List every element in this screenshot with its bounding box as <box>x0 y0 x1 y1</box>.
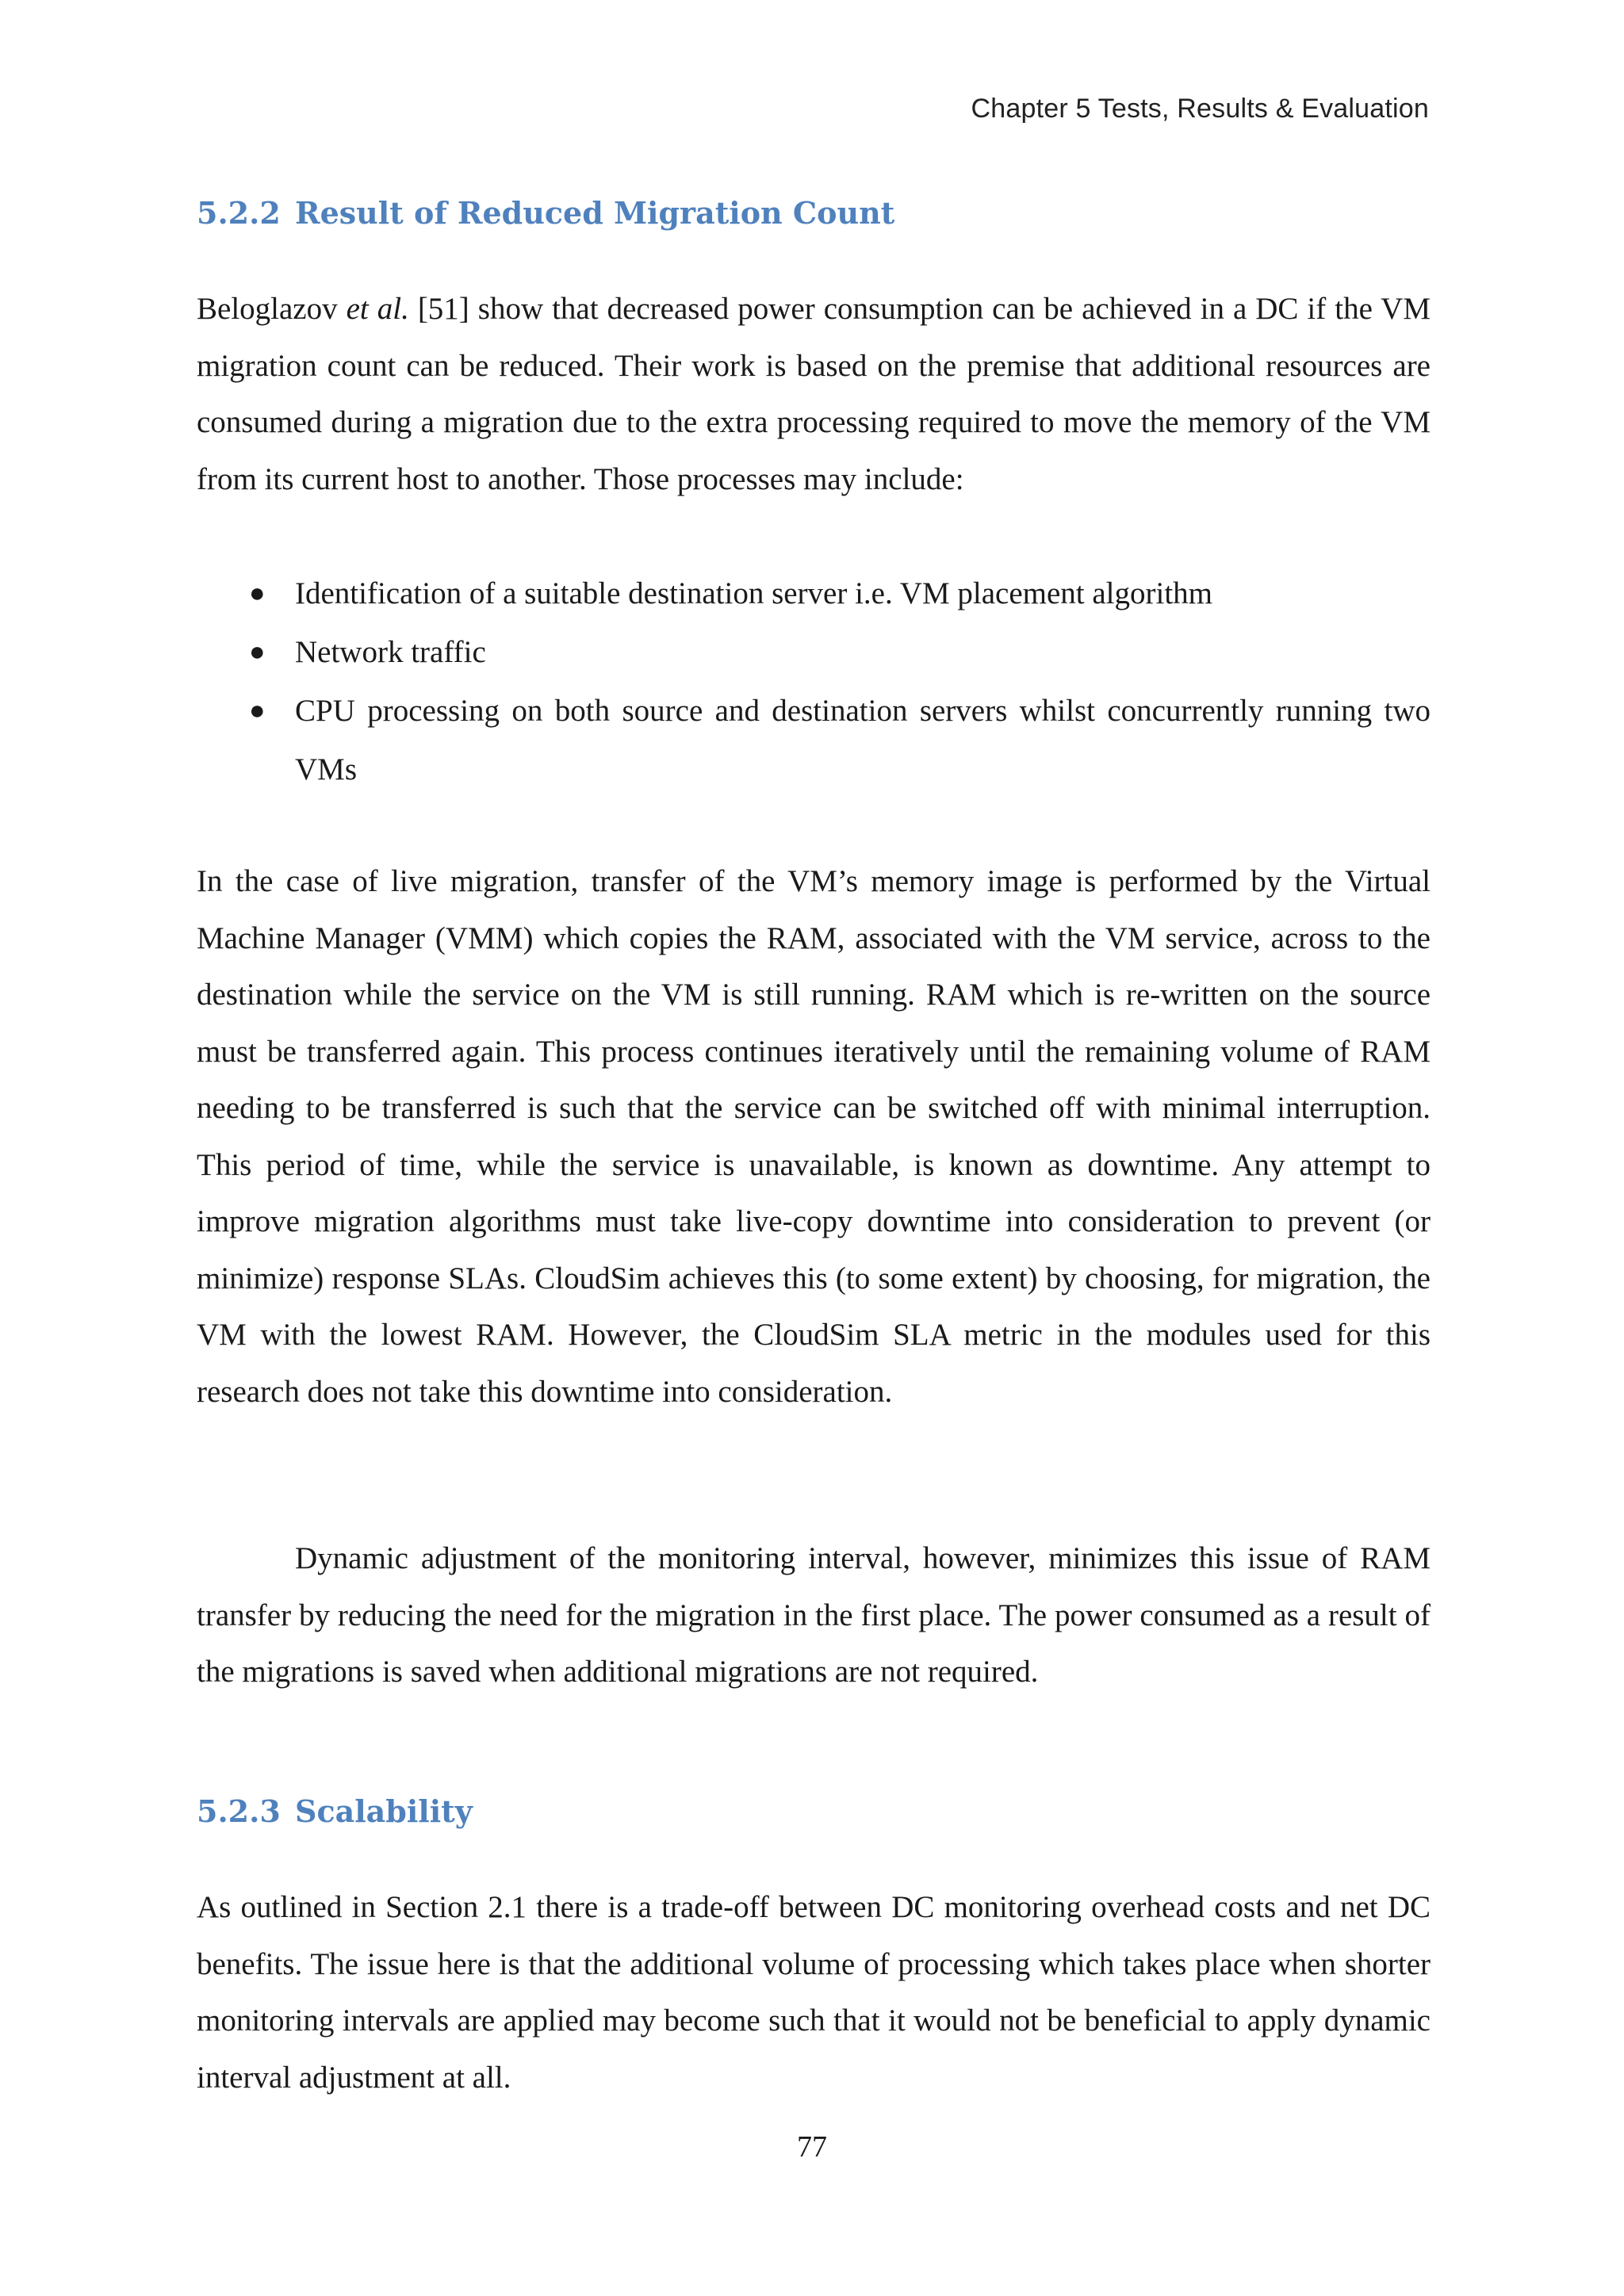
paragraph-author: Beloglazov <box>197 292 347 326</box>
section-heading-5-2-3 <box>197 1793 1431 1829</box>
running-header: Chapter 5 Tests, Results & Evaluation <box>971 94 1429 124</box>
section-5-2-2-heading-block <box>197 195 1431 231</box>
list-item-text: CPU processing on both source and destination servers whilst concurrently running two VMs <box>295 694 1431 786</box>
list-item-text: Identification of a suitable destination server i.e. VM placement algorithm <box>295 576 1213 610</box>
paragraph-block <box>197 853 1431 1420</box>
section-heading-5-2-2 <box>197 195 1431 231</box>
bullet-icon: ● <box>249 696 266 725</box>
paragraph-block <box>197 1530 1431 1701</box>
list-item <box>197 682 1431 799</box>
list-item-text: Network traffic <box>295 635 486 669</box>
migration-process-list <box>197 564 1431 799</box>
paragraph-etal: et al. <box>346 292 409 326</box>
bullet-list-block <box>197 564 1431 799</box>
section-title: Result of Reduced Migration Count <box>295 195 895 231</box>
section-number: 5.2.3 <box>197 1793 281 1829</box>
page-number: 77 <box>797 2130 827 2164</box>
paragraph-block <box>197 281 1431 507</box>
list-item <box>197 623 1431 682</box>
paragraph-scalability: As outlined in Section 2.1 there is a trade-off between DC monitoring overhead costs and net DC benefits. The issue here is that the additional volume of processing which takes place when shorter monitoring intervals are applied may become such that it would not be beneficial to apply dynamic interval adjustment at all. <box>197 1890 1431 2095</box>
paragraph-live-migration: In the case of live migration, transfer of the VM’s memory image is performed by the Virtual Machine Manager (VMM) which copies the RAM, associated with the VM service, across to the destination while the service on the VM is still running. RAM which is re-written on the source must be transferred again. This process continues iteratively until the remaining volume of RAM needing to be transferred is such that the service can be switched off with minimal interruption. This period of time, while the service is unavailable, is known as downtime. Any attempt to improve migration algorithms must take live-copy downtime into consideration to prevent (or minimize) response SLAs. CloudSim achieves this (to some extent) by choosing, for migration, the VM with the lowest RAM. However, the CloudSim SLA metric in the modules used for this research does not take this downtime into consideration. <box>197 864 1431 1409</box>
bullet-icon: ● <box>249 637 266 667</box>
paragraph-dynamic-adjustment: Dynamic adjustment of the monitoring interval, however, minimizes this issue of RAM transfer by reducing the need for the migration in the first place. The power consumed as a result of the migrations is saved when additional migrations are not required. <box>197 1541 1431 1689</box>
section-number: 5.2.2 <box>197 195 281 231</box>
bullet-icon: ● <box>249 579 266 608</box>
paragraph-block <box>197 1879 1431 2106</box>
paragraph-text: [51] show that decreased power consumption can be achieved in a DC if the VM migration count can be reduced. Their work is based on the premise that additional resources are consumed during a migration due to the extra processing required to move the memory of the VM from its current host to another. Those processes may include: <box>197 292 1431 496</box>
paragraph-beloglazov <box>197 281 1431 507</box>
list-item <box>197 564 1431 623</box>
section-5-2-3-heading-block <box>197 1793 1431 1829</box>
section-title: Scalability <box>295 1793 473 1829</box>
